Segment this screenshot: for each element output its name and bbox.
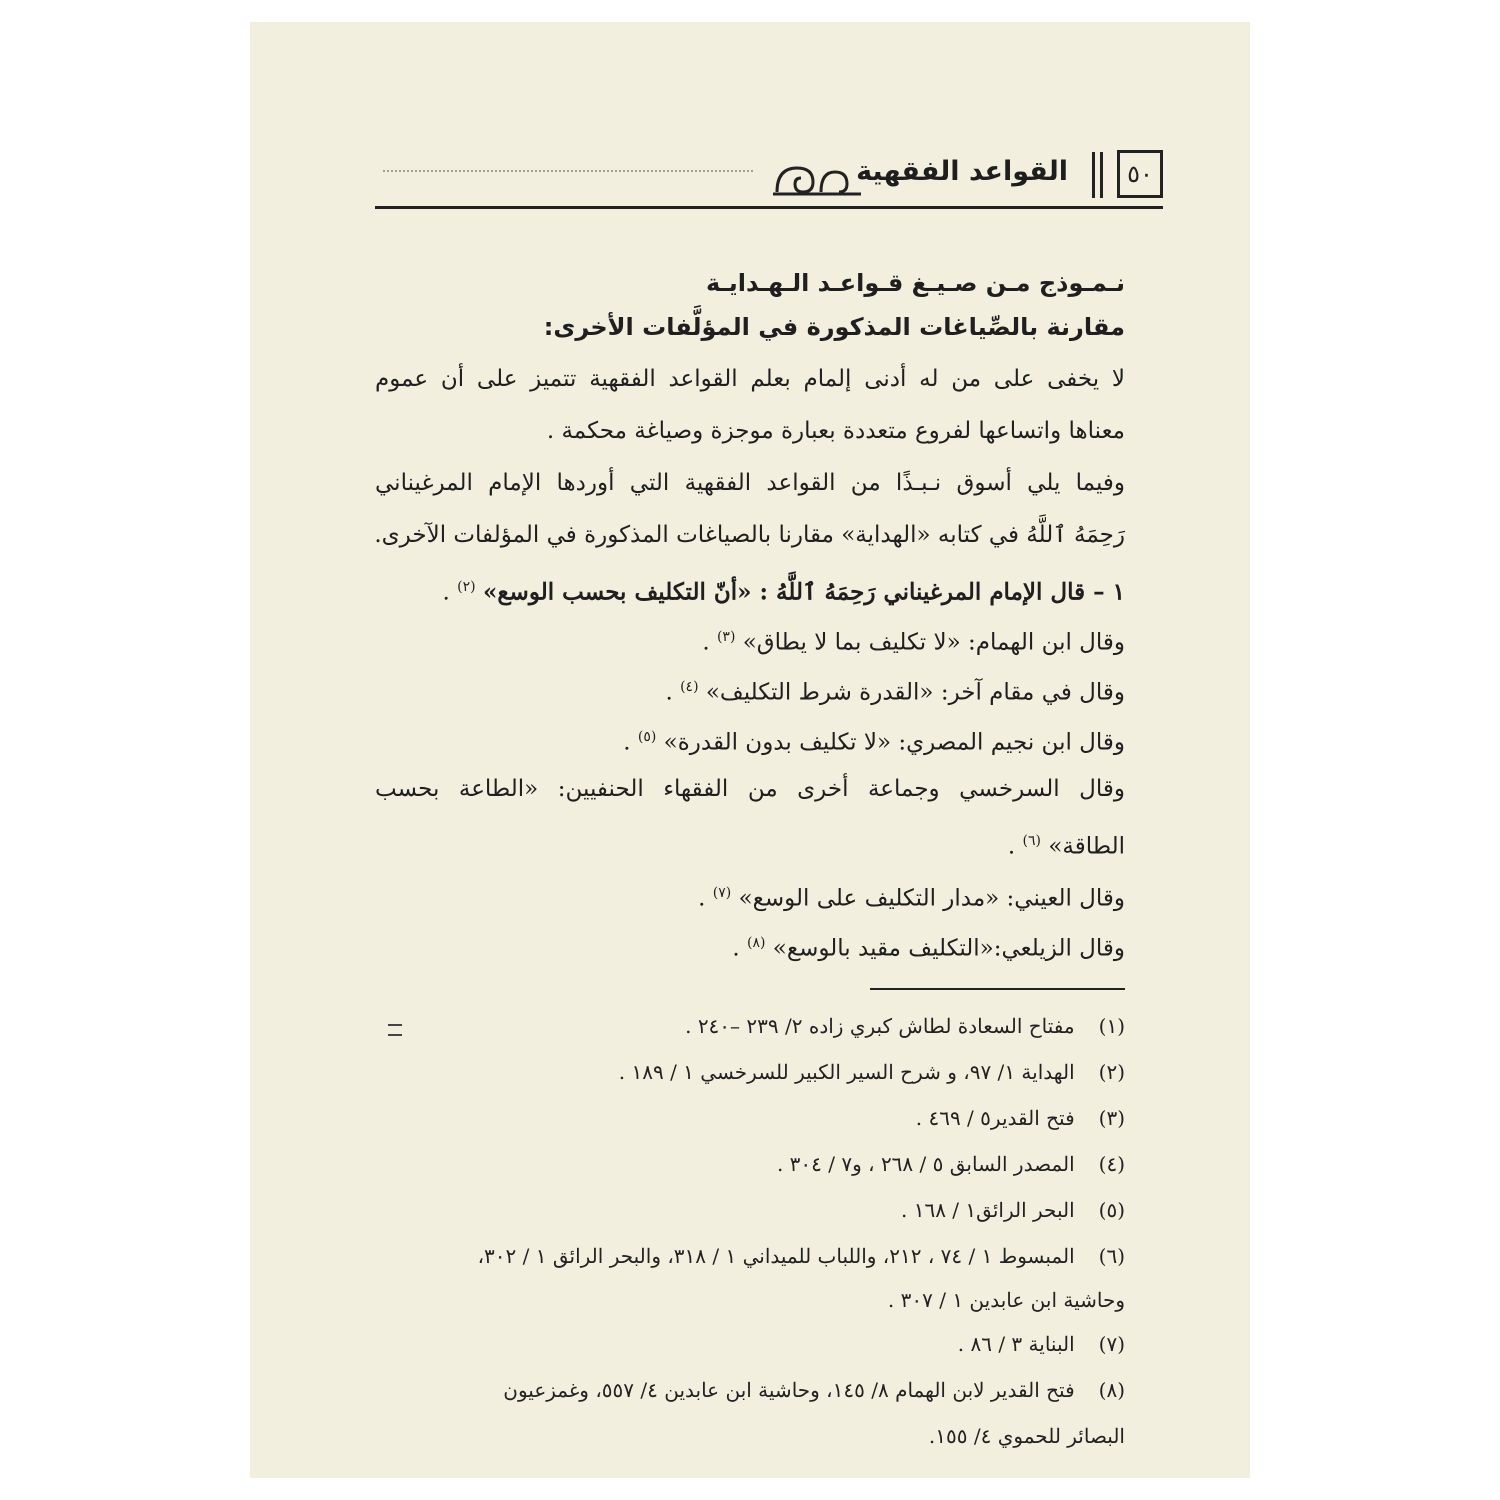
book-page: [250, 22, 1250, 1478]
footnote-continuation: وحاشية ابن عابدين ١ / ٣٠٧ .: [887, 1288, 1125, 1312]
footnote-ref: (٢): [457, 579, 476, 595]
quote-end: .: [442, 579, 450, 606]
footnote: [777, 1150, 1125, 1178]
quote-line: [665, 672, 1125, 708]
footnote: [685, 1012, 1125, 1040]
quote-end: .: [623, 729, 631, 756]
footnote-text: المصدر السابق ٥ / ٢٦٨ ، و٧ / ٣٠٤ .: [776, 1152, 1075, 1176]
quote-end: .: [1007, 833, 1016, 860]
paragraph-line: معناها واتساعها لفروع متعددة بعبارة موجزة وصياغة محكمة .: [546, 418, 1125, 444]
quote-line: [1008, 826, 1125, 862]
quote-text: وقال الزيلعي:«التكليف مقيد بالوسع»: [772, 935, 1125, 962]
footnote-separator: [870, 988, 1125, 990]
quote-end: .: [732, 935, 740, 962]
quote-line: [732, 928, 1125, 964]
paragraph-line: وفيما يلي أسوق نـبـذًا من القواعد الفقهية التي أوردها الإمام المرغيناني: [375, 470, 1125, 496]
footnote-number: (٧): [1098, 1332, 1125, 1356]
footnote-number: (١): [1098, 1014, 1125, 1038]
footnote-ref: (٦): [1022, 833, 1042, 849]
footnote-text: فتح القدير٥ / ٤٦٩ .: [915, 1106, 1075, 1130]
footnote-text: فتح القدير لابن الهمام ٨/ ١٤٥، وحاشية ابن عابدين ٤/ ٥٥٧، وغمزعيون: [503, 1378, 1075, 1402]
footnote: [619, 1058, 1125, 1086]
footnote-text: البناية ٣ / ٨٦ .: [957, 1332, 1075, 1356]
quote-text: وقال العيني: «مدار التكليف على الوسع»: [738, 885, 1125, 912]
footnote-ref: (٨): [747, 935, 766, 951]
paragraph-line: رَحِمَهُ ٱللَّهُ في كتابه «الهداية» مقارنا بالصياغات المذكورة في المؤلفات الآخرى.: [374, 522, 1125, 548]
footnote-ref: (٥): [637, 729, 657, 745]
quote-text: الطاقة»: [1048, 833, 1125, 860]
quote-line: [702, 622, 1125, 658]
footnote: [916, 1104, 1125, 1132]
footnote-text: مفتاح السعادة لطاش كبري زاده ٢/ ٢٣٩ –٢٤٠ .: [685, 1014, 1075, 1038]
section-subtitle: مقارنة بالصِّياغات المذكورة في المؤلَّفات الأخرى:: [543, 313, 1125, 341]
quote-end: .: [698, 885, 706, 912]
paragraph-line: لا يخفى على من له أدنى إلمام بعلم القواعد الفقهية تتميز على أن عموم: [375, 366, 1125, 392]
quote-line: [698, 878, 1125, 914]
quote-text: وقال ابن نجيم المصري: «لا تكليف بدون القدرة»: [663, 729, 1125, 756]
quote-end: .: [702, 629, 710, 656]
footnote: [958, 1330, 1125, 1358]
quote-line: [623, 722, 1125, 758]
footnote-text: البحر الرائق١ / ١٦٨ .: [901, 1198, 1075, 1222]
footnote: [901, 1196, 1125, 1224]
footnote-number: (٢): [1098, 1060, 1125, 1084]
quote-text: وقال ابن الهمام: «لا تكليف بما لا يطاق»: [742, 629, 1125, 656]
footnote-continuation: البصائر للحموي ٤/ ١٥٥.: [928, 1424, 1125, 1448]
footnote: [503, 1376, 1125, 1404]
quote-end: .: [665, 679, 673, 706]
quote-line: وقال السرخسي وجماعة أخرى من الفقهاء الحنفيين: «الطاعة بحسب: [375, 776, 1125, 802]
footnote-text: المبسوط ١ / ٧٤ ، ٢١٢، واللباب للميداني ١ / ٣١٨، والبحر الرائق ١ / ٣٠٢،: [477, 1244, 1075, 1268]
header-divider: [1092, 152, 1095, 198]
footnote-ref: (٧): [712, 885, 732, 901]
footnote-ref: (٤): [680, 679, 699, 695]
footnote-number: (٦): [1098, 1244, 1125, 1268]
section-title: نـمـوذج مـن صـيـغ قـواعـد الـهـدايـة: [705, 269, 1125, 297]
page-header: [375, 150, 1163, 209]
running-title: القواعد الفقهية: [856, 156, 1068, 187]
header-divider: [1100, 152, 1103, 198]
quote-text: وقال في مقام آخر: «القدرة شرط التكليف»: [705, 679, 1125, 706]
footnote: [478, 1242, 1125, 1270]
footnote-number: (٥): [1098, 1198, 1125, 1222]
bleed-through-text: [383, 170, 753, 186]
footnote-number: (٨): [1098, 1378, 1125, 1402]
footnote-text: الهداية ١/ ٩٧، و شرح السير الكبير للسرخسي ١ / ١٨٩ .: [618, 1060, 1075, 1084]
page-number: ٥٠: [1117, 150, 1163, 198]
continuation-mark-icon: [388, 1024, 402, 1036]
quote-text: ١ – قال الإمام المرغيناني رَحِمَهُ ٱللَّهُ : «أنّ التكليف بحسب الوسع»: [482, 578, 1125, 606]
footnote-number: (٣): [1098, 1106, 1125, 1130]
ornament-icon: [773, 162, 863, 198]
footnote-number: (٤): [1098, 1152, 1125, 1176]
quote-line: [443, 572, 1125, 608]
footnote-ref: (٣): [716, 629, 736, 645]
